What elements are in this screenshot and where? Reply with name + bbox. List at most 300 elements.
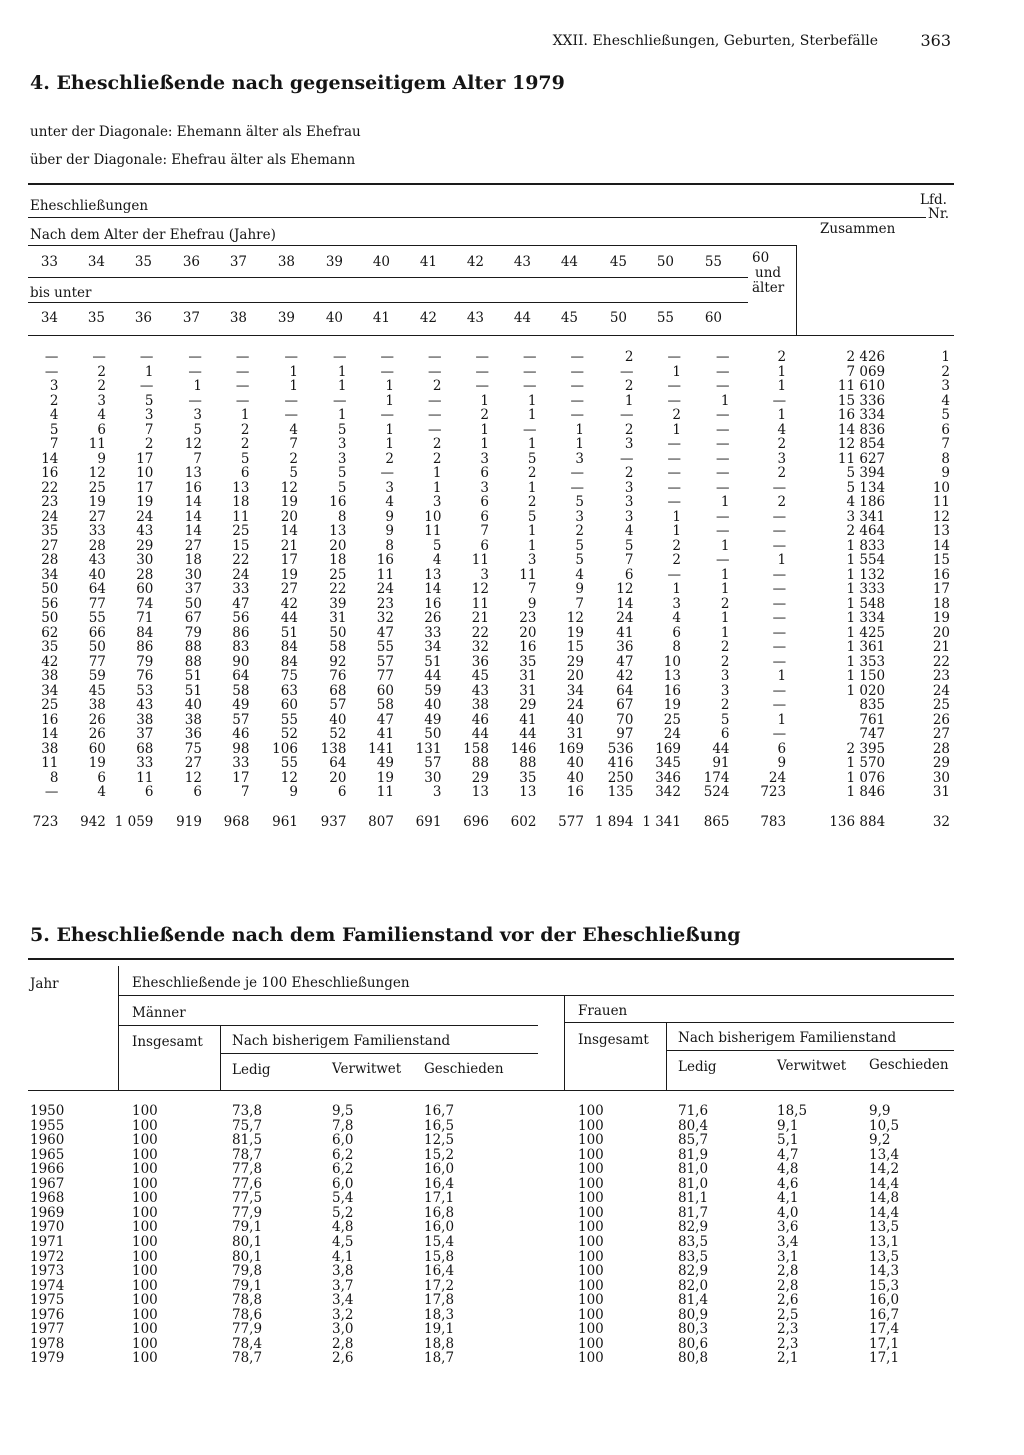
table-cell: 1 <box>672 363 681 380</box>
table-cell: 9 <box>385 508 394 525</box>
table-cell: 2 <box>480 407 489 423</box>
table-cell: 100 <box>132 1219 158 1236</box>
table-cell: 43 <box>136 523 154 539</box>
from-age-9: 42 <box>466 254 484 270</box>
table-cell: 1 554 <box>846 552 886 568</box>
year-cell: 1978 <box>30 1335 65 1352</box>
table-cell: 5 <box>575 552 584 568</box>
table-cell: 5 <box>337 479 347 496</box>
table-cell: 16,5 <box>424 1117 455 1134</box>
table-cell: 1 353 <box>846 653 886 670</box>
table-cell: 24 <box>136 508 154 525</box>
table-cell: 83,5 <box>678 1233 709 1250</box>
table-cell: 3,1 <box>777 1248 799 1265</box>
table-cell: 2 <box>672 552 681 568</box>
table-cell: 35 <box>519 769 537 786</box>
table-cell: 577 <box>558 814 584 830</box>
table-cell: 25 <box>232 523 250 539</box>
table-cell: — <box>667 436 681 452</box>
table-cell: 17,1 <box>869 1350 900 1367</box>
table-cell: — <box>716 436 730 452</box>
table-cell: 3,4 <box>777 1233 799 1250</box>
table-cell: 20 <box>932 624 950 641</box>
table-cell: 4,1 <box>332 1248 354 1265</box>
table-cell: 79,8 <box>232 1263 263 1280</box>
table-cell: 3 <box>672 595 681 612</box>
table4-rule-4 <box>28 302 748 303</box>
to-age-5: 39 <box>277 310 295 326</box>
table-cell: — <box>235 363 250 380</box>
table-cell: — <box>772 610 787 626</box>
table-cell: 1 333 <box>846 581 886 597</box>
table-cell: 100 <box>578 1233 604 1250</box>
table-cell: 28 <box>88 537 106 554</box>
table-cell: 11 <box>88 436 106 452</box>
table-cell: 40 <box>424 697 442 713</box>
year-cell: 1971 <box>30 1233 65 1250</box>
table-cell: 55 <box>280 755 298 771</box>
table-cell: 3 <box>144 407 154 423</box>
table-cell: 100 <box>132 1350 158 1367</box>
table-cell: — <box>570 349 584 365</box>
table-cell: 2,1 <box>777 1350 799 1367</box>
table-cell: 1 <box>777 668 787 684</box>
table-cell: 5 <box>527 508 537 525</box>
table-cell: 16 <box>376 552 394 568</box>
table-cell: 29 <box>136 537 154 554</box>
table-cell: 81,9 <box>678 1146 709 1163</box>
table-cell: 4,5 <box>332 1233 354 1250</box>
table-cell: 71,6 <box>678 1103 709 1119</box>
table-cell: 26 <box>424 610 442 626</box>
table-cell: — <box>188 392 202 409</box>
running-title: XXII. Eheschließungen, Geburten, Sterbefälle <box>552 33 878 49</box>
table-cell: — <box>44 363 59 380</box>
table-cell: — <box>667 392 681 409</box>
table-cell: 58 <box>232 682 250 699</box>
table-row <box>20 785 950 800</box>
table-cell: 30 <box>136 552 154 568</box>
table-cell: 86 <box>136 639 154 655</box>
table-cell: 602 <box>510 814 537 830</box>
table-cell: 5 <box>337 465 347 481</box>
table-cell: 13,5 <box>869 1219 900 1236</box>
table-cell: 23 <box>519 610 537 626</box>
table5-top-rule <box>28 958 954 960</box>
table-cell: — <box>475 378 489 394</box>
table-cell: 2,5 <box>777 1306 799 1323</box>
table-cell: 26 <box>932 711 950 728</box>
table-cell: 90 <box>232 653 250 670</box>
table-cell: 14 <box>616 595 634 612</box>
table-cell: 57 <box>329 697 347 713</box>
table-cell: 50 <box>329 624 347 641</box>
table-cell: 136 884 <box>829 814 886 830</box>
table-cell: 5 <box>624 537 634 554</box>
table-cell: 30 <box>184 566 202 583</box>
table-cell: — <box>716 450 730 467</box>
table-cell: 7 <box>289 436 298 452</box>
table-cell: 1 833 <box>846 537 886 554</box>
table-cell: 16,7 <box>869 1306 900 1323</box>
table-cell: 38 <box>184 711 202 728</box>
table-cell: 100 <box>578 1146 604 1163</box>
table-cell: 32 <box>932 814 950 830</box>
table-cell: 3 <box>624 436 634 452</box>
table-cell: 2 464 <box>846 523 886 539</box>
table-cell: 16,4 <box>424 1175 455 1192</box>
table-cell: 17 <box>232 769 250 786</box>
table-cell: 11 <box>471 552 489 568</box>
table-cell: 1 <box>527 537 537 554</box>
table-cell: — <box>772 508 787 525</box>
table-cell: 11 627 <box>837 450 886 467</box>
table-cell: 9 <box>777 755 787 771</box>
table-cell: 38 <box>41 740 59 757</box>
table-cell: — <box>772 624 787 641</box>
table-cell: 18 <box>932 595 950 612</box>
table-cell: 342 <box>655 784 681 800</box>
table-cell: 16,8 <box>424 1204 455 1221</box>
table-cell: 937 <box>320 814 347 830</box>
table-cell: 5 <box>527 450 537 467</box>
to-age-1: 35 <box>87 310 105 326</box>
table-cell: 1 <box>720 581 730 597</box>
table-cell: 64 <box>616 682 634 699</box>
table-cell: 3,6 <box>777 1219 799 1236</box>
table-cell: 78,7 <box>232 1350 263 1367</box>
table-cell: 807 <box>368 814 394 830</box>
table-cell: — <box>139 378 154 394</box>
table-cell: 106 <box>272 740 298 757</box>
table-cell: 2 <box>720 697 730 713</box>
table-cell: 346 <box>655 769 681 786</box>
table-cell: 44 <box>424 668 442 684</box>
table-cell: 55 <box>376 639 394 655</box>
table-cell: 2 <box>672 537 681 554</box>
table-cell: 3 <box>480 450 489 467</box>
table-cell: 100 <box>132 1103 158 1119</box>
table-cell: — <box>380 407 394 423</box>
table-cell: 100 <box>132 1175 158 1192</box>
table-cell: 39 <box>329 595 347 612</box>
table-cell: 3 <box>720 682 730 699</box>
table-cell: 2 <box>720 595 730 612</box>
table-cell: 49 <box>376 755 394 771</box>
table-cell: 100 <box>578 1335 604 1352</box>
table-cell: 19 <box>280 566 298 583</box>
table-cell: 76 <box>329 668 347 684</box>
table-cell: 26 <box>88 711 106 728</box>
table-cell: 27 <box>88 508 106 525</box>
table-cell: 51 <box>184 682 202 699</box>
table-cell: 5 <box>49 421 59 438</box>
table-cell: 55 <box>280 711 298 728</box>
table-cell: 1 <box>672 508 681 525</box>
table-cell: 2,8 <box>332 1335 354 1352</box>
table-cell: 100 <box>578 1175 604 1192</box>
table-row <box>20 815 950 830</box>
table-cell: 45 <box>471 668 489 684</box>
table-cell: 14,2 <box>869 1161 900 1178</box>
table4-totals <box>20 815 950 830</box>
year-cell: 1974 <box>30 1277 65 1294</box>
table-cell: 10 <box>424 508 442 525</box>
table-cell: 8 <box>385 537 394 554</box>
table-cell: 12 <box>471 581 489 597</box>
table-cell: 2 426 <box>846 349 886 365</box>
table-cell: 16,7 <box>424 1103 455 1119</box>
table-cell: 27 <box>41 537 59 554</box>
year-cell: 1968 <box>30 1190 65 1207</box>
table-cell: 35 <box>41 523 59 539</box>
table-cell: 100 <box>578 1292 604 1309</box>
table-cell: 14 <box>424 581 442 597</box>
table-cell: 100 <box>578 1277 604 1294</box>
table-cell: 27 <box>280 581 298 597</box>
table-cell: 13 <box>232 479 250 496</box>
table5-vrule-f <box>666 1022 667 1090</box>
table-cell: 58 <box>329 639 347 655</box>
table-cell: 81,5 <box>232 1132 263 1149</box>
table-cell: 2 <box>432 450 442 467</box>
table-cell: — <box>716 508 730 525</box>
table-cell: 3,0 <box>332 1321 354 1338</box>
table5-f-insgesamt: Insgesamt <box>578 1032 649 1048</box>
table-cell: 1 <box>777 552 787 568</box>
table-cell: 40 <box>329 711 347 728</box>
table-cell: 3 <box>480 566 489 583</box>
table-cell: 100 <box>578 1117 604 1134</box>
table-cell: 57 <box>376 653 394 670</box>
table-cell: 3 <box>337 436 347 452</box>
table-cell: 59 <box>424 682 442 699</box>
table-cell: 100 <box>578 1263 604 1280</box>
table-cell: 4 <box>49 407 59 423</box>
table-cell: 42 <box>616 668 634 684</box>
to-age-6: 40 <box>325 310 343 326</box>
table-cell: — <box>570 378 584 394</box>
table-cell: 100 <box>132 1292 158 1309</box>
table-cell: 131 <box>415 740 442 757</box>
table-cell: 3,8 <box>332 1263 354 1280</box>
table-cell: 3 <box>527 552 537 568</box>
table-cell: 32 <box>471 639 489 655</box>
table-cell: 6 <box>97 421 106 438</box>
table-cell: 22 <box>41 479 59 496</box>
table-cell: 2 <box>144 436 154 452</box>
table-cell: 18,5 <box>777 1103 808 1119</box>
table-cell: 18,3 <box>424 1306 455 1323</box>
table-row <box>20 713 950 728</box>
table-cell: — <box>235 392 250 409</box>
table-cell: 22 <box>232 552 250 568</box>
table-cell: 1 <box>941 349 950 365</box>
table-cell: — <box>332 349 347 365</box>
table-cell: 7 <box>49 436 59 452</box>
table-cell: — <box>475 349 489 365</box>
table-cell: 33 <box>424 624 442 641</box>
table-cell: 4 <box>432 552 442 568</box>
table5-rule-f2 <box>666 1050 954 1051</box>
from-age-3: 36 <box>182 254 200 270</box>
table-cell: 2 <box>289 450 298 467</box>
table-cell: 4 <box>672 610 681 626</box>
table-cell: 51 <box>184 668 202 684</box>
table-cell: 6 <box>480 465 489 481</box>
table-cell: 1 <box>777 363 787 380</box>
table-cell: 1 <box>624 392 634 409</box>
table-cell: 4,8 <box>332 1219 354 1236</box>
table-cell: 2 <box>240 421 250 438</box>
table-cell: 1 <box>385 378 394 394</box>
table-cell: 1 <box>432 479 442 496</box>
table-cell: 1 <box>527 436 537 452</box>
table-cell: 1 <box>672 421 681 438</box>
table-cell: 64 <box>232 668 250 684</box>
table-cell: 2,3 <box>777 1335 799 1352</box>
table-cell: 62 <box>41 624 59 641</box>
table-cell: 47 <box>232 595 250 612</box>
table-cell: — <box>667 349 681 365</box>
table4-head-bottom-rule <box>28 335 954 336</box>
table-cell: 3 <box>777 450 787 467</box>
table-cell: 41 <box>376 726 394 742</box>
table-cell: 21 <box>471 610 489 626</box>
table-cell: 84 <box>280 639 298 655</box>
table-cell: 97 <box>616 726 634 742</box>
table-row <box>20 568 950 583</box>
table5-m-insgesamt: Insgesamt <box>132 1034 203 1050</box>
table-cell: — <box>716 407 730 423</box>
table-cell: 31 <box>519 682 537 699</box>
table-cell: 75,7 <box>232 1117 263 1134</box>
table-cell: 100 <box>132 1190 158 1207</box>
table-cell: 17 <box>136 450 154 467</box>
table-cell: 19 <box>280 494 298 510</box>
table-cell: 4 <box>777 421 787 438</box>
table-cell: 44 <box>280 610 298 626</box>
table-cell: 20 <box>566 668 584 684</box>
year-cell: 1976 <box>30 1306 65 1323</box>
table-cell: — <box>44 784 59 800</box>
year-cell: 1975 <box>30 1292 65 1309</box>
table-cell: 6,0 <box>332 1175 354 1192</box>
to-age-12: 50 <box>609 310 627 326</box>
table-cell: 1 <box>337 378 347 394</box>
table-cell: 30 <box>424 769 442 786</box>
table-cell: 58 <box>376 697 394 713</box>
table-cell: 15 <box>232 537 250 554</box>
table-cell: 1 <box>385 421 394 438</box>
table-cell: 52 <box>280 726 298 742</box>
table-cell: 138 <box>320 740 347 757</box>
table-cell: 9,2 <box>869 1132 891 1149</box>
table-cell: 77 <box>376 668 394 684</box>
table-cell: 50 <box>41 610 59 626</box>
table-cell: 11 <box>424 523 442 539</box>
table-cell: 21 <box>280 537 298 554</box>
table-cell: 31 <box>329 610 347 626</box>
table5-rule-f <box>564 1022 954 1023</box>
table-cell: 2,8 <box>777 1263 799 1280</box>
table-cell: — <box>772 523 787 539</box>
to-age-4: 38 <box>229 310 247 326</box>
table5-m-verwitwet: Verwitwet <box>332 1061 402 1077</box>
table-cell: 100 <box>132 1132 158 1149</box>
table-cell: 10 <box>136 465 154 481</box>
table-cell: 10 <box>663 653 681 670</box>
table-cell: 79,1 <box>232 1277 263 1294</box>
table-cell: 2 <box>624 349 634 365</box>
table-cell: 50 <box>424 726 442 742</box>
table-cell: 78,6 <box>232 1306 263 1323</box>
table-cell: 19 <box>376 769 394 786</box>
table-cell: 18 <box>329 552 347 568</box>
table-cell: 43 <box>471 682 489 699</box>
table-cell: 12 <box>280 479 298 496</box>
from-age-14: 55 <box>704 254 722 270</box>
table-cell: 29 <box>566 653 584 670</box>
table-cell: 3,7 <box>332 1277 354 1294</box>
table-cell: 174 <box>703 769 730 786</box>
table-cell: 60 <box>88 740 106 757</box>
table-cell: 2 <box>575 523 584 539</box>
table-cell: 4 <box>289 421 298 438</box>
table-cell: 16 334 <box>837 407 886 423</box>
table-cell: — <box>139 349 154 365</box>
table-cell: 6 <box>240 465 250 481</box>
year-cell: 1977 <box>30 1321 65 1338</box>
table-row <box>20 524 950 539</box>
table-cell: 2,3 <box>777 1321 799 1338</box>
table-cell: — <box>284 407 298 423</box>
table-cell: 1 <box>480 421 489 438</box>
table-cell: 15,2 <box>424 1146 455 1163</box>
table-cell: 19 <box>88 494 106 510</box>
table-cell: 3 <box>575 450 584 467</box>
table-row <box>20 698 950 713</box>
table-cell: — <box>619 450 634 467</box>
table-cell: 11 <box>519 566 537 583</box>
table-cell: 100 <box>132 1146 158 1163</box>
table-cell: 75 <box>184 740 202 757</box>
table-cell: 24 <box>932 682 950 699</box>
table-cell: 13 <box>471 784 489 800</box>
to-age-8: 42 <box>419 310 437 326</box>
table-cell: 34 <box>566 682 584 699</box>
table-cell: 33 <box>88 523 106 539</box>
table-cell: 3,2 <box>332 1306 354 1323</box>
table-cell: 81,0 <box>678 1161 709 1178</box>
table-cell: 43 <box>136 697 154 713</box>
table-cell: 12 <box>616 581 634 597</box>
table-cell: 4,0 <box>777 1204 799 1221</box>
table-cell: 20 <box>329 537 347 554</box>
table5-f-geschieden: Geschieden <box>869 1057 949 1073</box>
table-cell: — <box>772 479 787 496</box>
table-cell: — <box>427 407 442 423</box>
table-cell: 12 <box>932 508 950 525</box>
table-cell: 1 <box>575 421 584 438</box>
table-row <box>20 626 950 641</box>
table-cell: 22 <box>471 624 489 641</box>
table-cell: 9 <box>575 581 584 597</box>
table-cell: 81,1 <box>678 1190 709 1207</box>
table-cell: 6 <box>480 537 489 554</box>
table-cell: 9 <box>97 450 106 467</box>
table-cell: 23 <box>932 668 950 684</box>
